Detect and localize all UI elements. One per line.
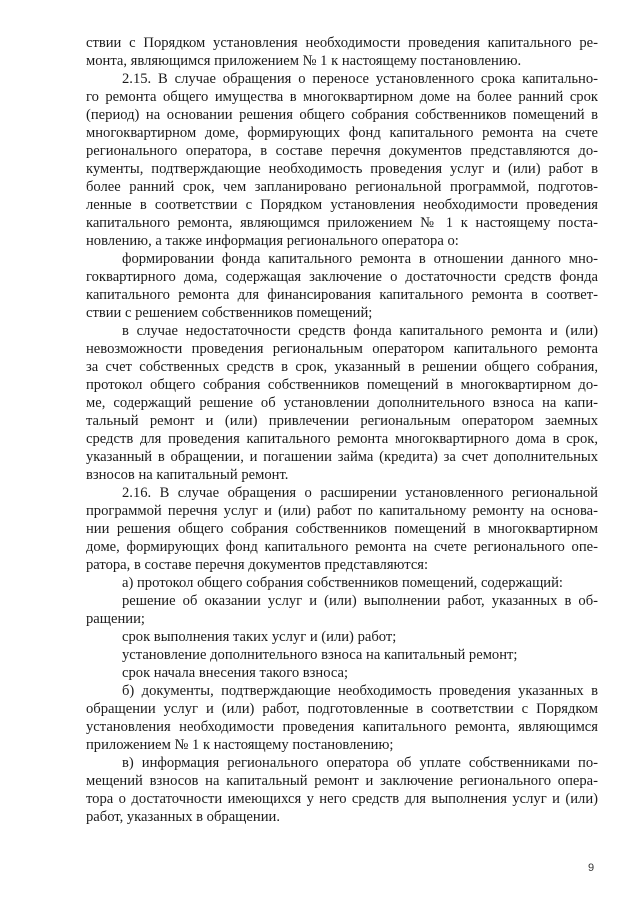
text-line: регионального оператора, в составе перечня документов представляются до- <box>86 143 598 159</box>
text-line: установление дополнительного взноса на капитальный ремонт; <box>122 647 518 663</box>
text-line: многоквартирном доме, формирующих фонд капитального ремонта на счете <box>86 125 598 141</box>
text-line: в случае недостаточности средств фонда капитального ремонта и (или) <box>122 323 598 339</box>
list-item-v: в) информация регионального оператора об уплате собственниками по- <box>122 755 598 771</box>
text-line: монта, являющимся приложением № 1 к настоящему постановлению. <box>86 53 522 69</box>
text-line: ме, содержащий решение об установлении дополнительного взноса на капи- <box>86 395 598 411</box>
text-line: протокол общего собрания собственников помещений в многоквартирном до- <box>86 377 598 393</box>
paragraph-2-16-first-line: 2.16. В случае обращения о расширении установленного региональной <box>122 485 598 501</box>
text-line: нии решения общего собрания собственников помещений в многоквартирном <box>86 521 598 537</box>
text-line: срок начала внесения такого взноса; <box>122 665 349 681</box>
text-line: установления необходимости проведения капитального ремонта, являющимся <box>86 719 598 735</box>
paragraph-2-15-first-line: 2.15. В случае обращения о переносе установленного срока капитально- <box>122 71 598 87</box>
text-line: программой перечня услуг и (или) работ по капитальному ремонту на основа- <box>86 503 598 519</box>
text-line: кументы, подтверждающие необходимость проведения услуг и (или) работ в <box>86 161 598 177</box>
text-line: работ, указанных в обращении. <box>86 809 280 825</box>
text-line: ращении; <box>86 611 145 627</box>
list-item-a: а) протокол общего собрания собственников помещений, содержащий: <box>122 575 563 591</box>
text-line: мещений взносов на капитальный ремонт и заключение регионального опера- <box>86 773 598 789</box>
text-line: ленные в соответствии с Порядком установления необходимости проведения <box>86 197 598 213</box>
text-line: го ремонта общего имущества в многоквартирном доме на более ранний срок <box>86 89 598 105</box>
text-line: за счет собственных средств в срок, указанный в решении общего собрания, <box>86 359 598 375</box>
text-line: указанный в обращении, и погашении займа (кредита) за счет дополнительных <box>86 449 598 465</box>
text-line: решение об оказании услуг и (или) выполнении работ, указанных в об- <box>122 593 598 609</box>
text-line: средств для проведения капитального ремонта многоквартирного дома в срок, <box>86 431 598 447</box>
text-line: новлению, а также информация регионального оператора о: <box>86 233 459 249</box>
text-line: гоквартирного дома, содержащая заключение о достаточности средств фонда <box>86 269 598 285</box>
text-line: тальный ремонт и (или) привлечении региональным оператором заемных <box>86 413 598 429</box>
text-line: доме, формирующих фонд капитального ремонта на счете регионального опе- <box>86 539 598 555</box>
page-number: 9 <box>588 862 595 874</box>
text-line: взносов на капитальный ремонт. <box>86 467 289 483</box>
list-item-b: б) документы, подтверждающие необходимость проведения указанных в <box>122 683 598 699</box>
text-line: формировании фонда капитального ремонта в отношении данного мно- <box>122 251 598 267</box>
text-line: более ранний срок, чем запланировано региональной программой, подготов- <box>86 179 598 195</box>
text-line: срок выполнения таких услуг и (или) работ; <box>122 629 397 645</box>
text-line: капитального ремонта для финансирования капитального ремонта в соответ- <box>86 287 598 303</box>
text-line: ствии с Порядком установления необходимости проведения капитального ре- <box>86 35 598 51</box>
text-line: приложением № 1 к настоящему постановлению; <box>86 737 394 753</box>
text-line: капитального ремонта, являющимся приложением № 1 к настоящему поста- <box>86 215 598 231</box>
text-line: (период) на основании решения общего собрания собственников помещений в <box>86 107 598 123</box>
text-line: ствии с решением собственников помещений; <box>86 305 373 321</box>
text-line: обращении услуг и (или) работ, подготовленные в соответствии с Порядком <box>86 701 598 717</box>
text-line: ратора, в составе перечня документов представляются: <box>86 557 429 573</box>
text-line: тора о достаточности имеющихся у него средств для выполнения услуг и (или) <box>86 791 598 807</box>
text-line: невозможности проведения региональным оператором капитального ремонта <box>86 341 598 357</box>
